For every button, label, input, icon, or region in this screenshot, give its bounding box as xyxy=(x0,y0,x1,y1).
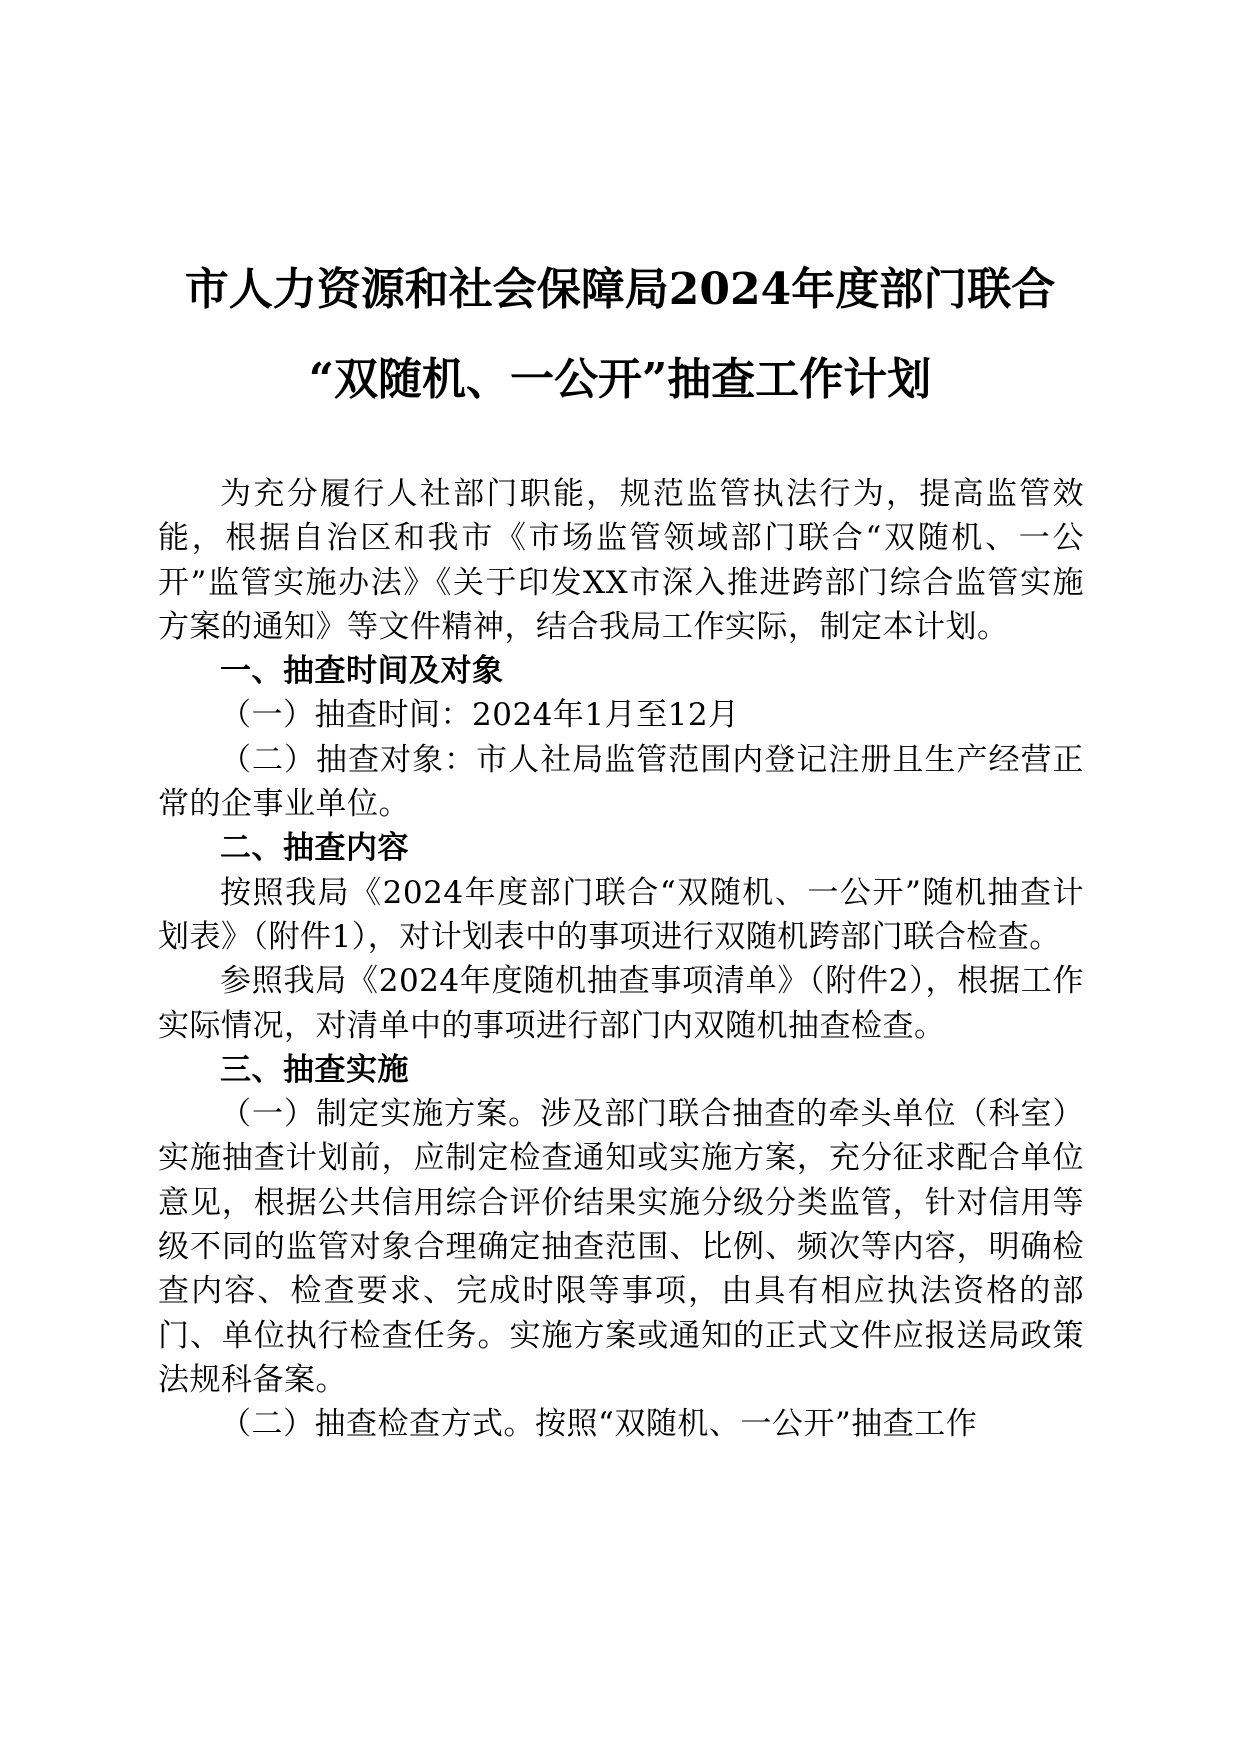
section-1-item-2: （二）抽查对象：市人社局监管范围内登记注册且生产经营正常的企事业单位。 xyxy=(158,741,1084,823)
section-1-item-1: （一）抽查时间：2024年1月至12月 xyxy=(220,697,740,734)
section-2-paragraph-2: 参照我局《2024年度随机抽查事项清单》（附件2），根据工作实际情况，对清单中的事项进行部门内双随机抽查检查。 xyxy=(158,963,1084,1044)
section-2-heading: 二、抽查内容 xyxy=(220,830,409,867)
section-3-item-2: （二）抽查检查方式。按照“双随机、一公开”抽查工作 xyxy=(220,1406,978,1443)
section-1-heading: 一、抽查时间及对象 xyxy=(220,653,504,690)
section-3-item-1: （一）制定实施方案。涉及部门联合抽查的牵头单位（科室）实施抽查计划前，应制定检查通知或实施方案，充分征求配合单位意见，根据公共信用综合评价结果实施分级分类监管，针对信用等级不同的监管对象合理确定抽查范围、比例、频次等内容，明确检查内容、检查要求、完成时限等事项，由具有相应执法资格的部门、单位执行检查任务。实施方案或通知的正式文件应报送局政策法规科备案。 xyxy=(158,1096,1084,1398)
document-title-line-1: 市人力资源和社会保障局2024年度部门联合 xyxy=(184,264,1056,315)
section-3-heading: 三、抽查实施 xyxy=(220,1051,409,1088)
section-2-paragraph-1: 按照我局《2024年度部门联合“双随机、一公开”随机抽查计划表》（附件1），对计划表中的事项进行双随机跨部门联合检查。 xyxy=(158,874,1084,955)
intro-paragraph: 为充分履行人社部门职能，规范监管执法行为，提高监管效能，根据自治区和我市《市场监管领域部门联合“双随机、一公开”监管实施办法》《关于印发XX市深入推进跨部门综合监管实施方案的通知》等文件精神，结合我局工作实际，制定本计划。 xyxy=(158,476,1084,645)
document-title-line-2: “双随机、一公开”抽查工作计划 xyxy=(308,354,932,405)
document-body xyxy=(158,472,1084,1447)
